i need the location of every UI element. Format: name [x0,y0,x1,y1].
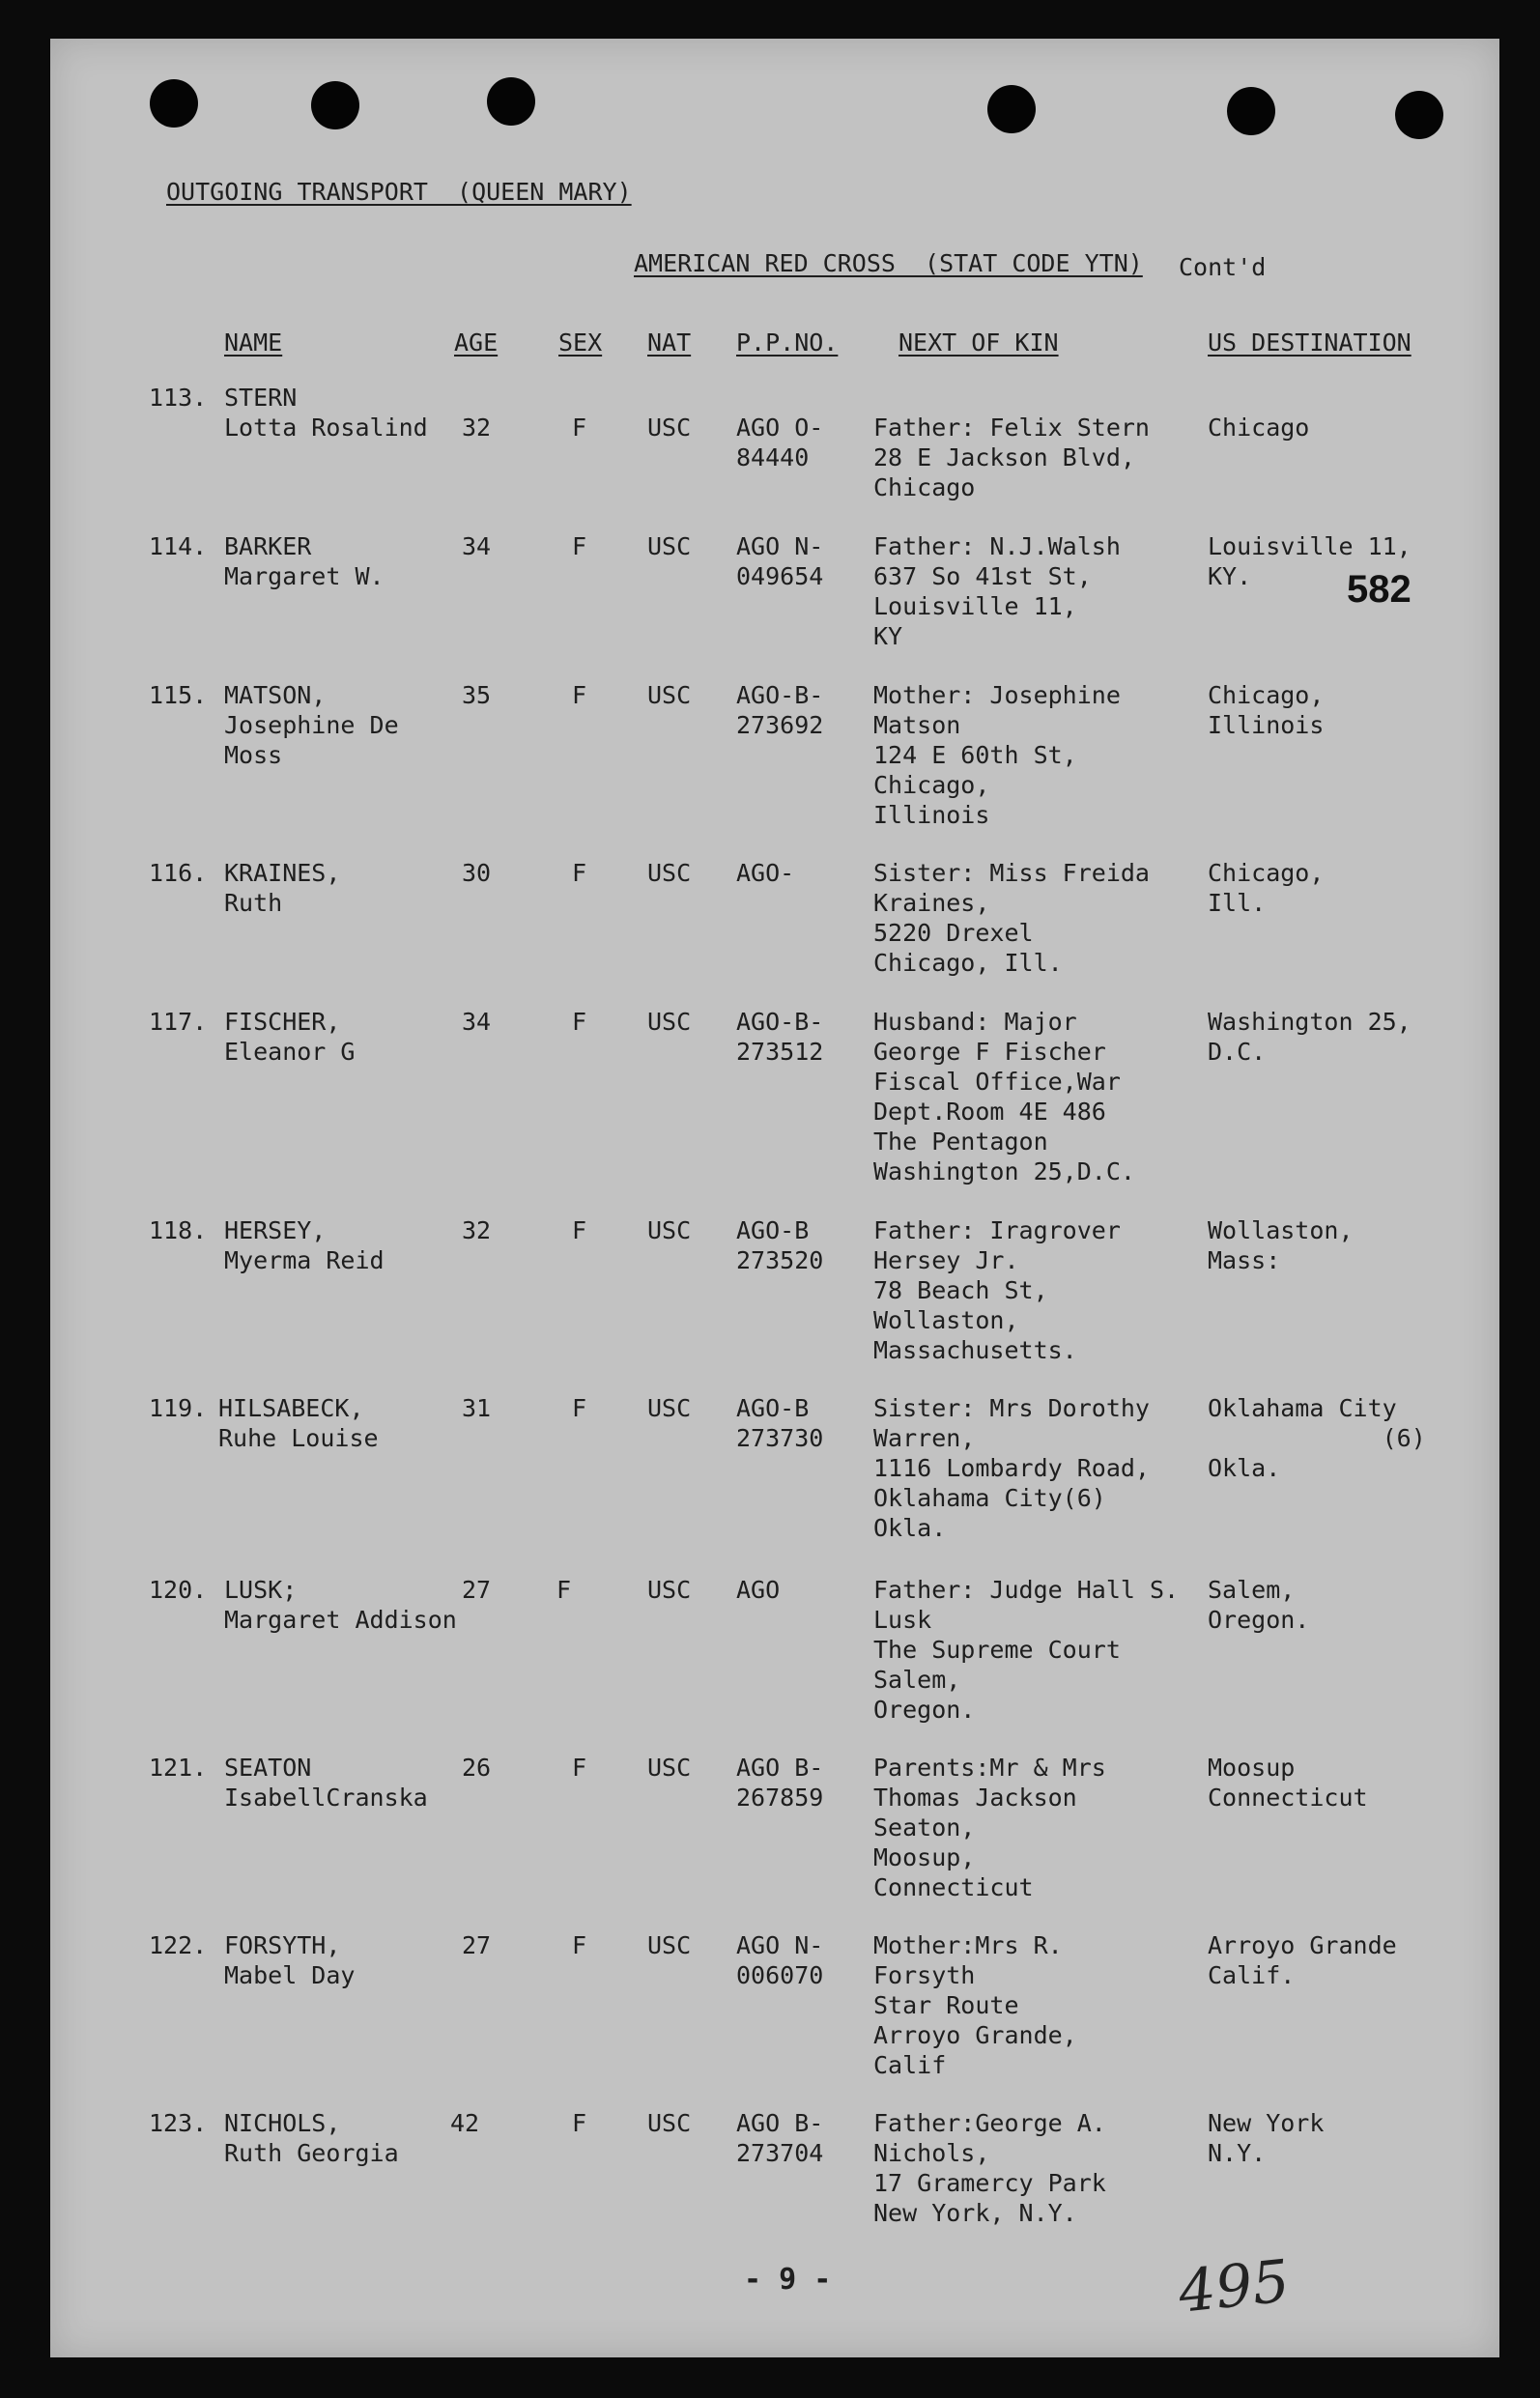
age: 34 [462,1008,492,1036]
age: 30 [462,859,492,887]
table-row [0,680,1540,829]
age: 32 [462,1216,492,1244]
next-of-kin: Mother:Mrs R. Forsyth Star Route Arroyo Grande, Calif [873,1931,1077,2079]
punch-hole-4 [987,85,1036,133]
age: 31 [462,1394,492,1422]
person-name: NICHOLS, Ruth Georgia [224,2109,399,2167]
next-of-kin: Sister: Mrs Dorothy Warren, 1116 Lombardy Road, Oklahama City(6) Okla. [873,1394,1150,1542]
us-destination: Chicago [1208,414,1310,442]
person-name: BARKER Margaret W. [224,532,385,590]
us-destination: New York N.Y. [1208,2109,1325,2167]
age: 26 [462,1754,492,1782]
person-name: HILSABECK, Ruhe Louise [218,1394,379,1452]
next-of-kin: Father: Judge Hall S. Lusk The Supreme Court Salem, Oregon. [873,1576,1180,1724]
sex: F [572,1216,587,1244]
age: 32 [462,414,492,442]
person-name: FISCHER, Eleanor G [224,1008,356,1066]
punch-hole-2 [311,81,359,129]
us-destination: Arroyo Grande Calif. [1208,1931,1397,1989]
sex: F [572,2109,587,2137]
passport-number: AGO B- 267859 [736,1754,824,1812]
us-destination: Chicago, Ill. [1208,859,1325,917]
table-row [0,1930,1540,2079]
column-header-pp-no: P.P.NO. [736,328,839,357]
table-row [0,1575,1540,1724]
sex: F [572,1008,587,1036]
passport-number: AGO B- 273704 [736,2109,824,2167]
table-row [0,2108,1540,2227]
person-name: MATSON, Josephine De Moss [224,681,399,769]
nationality: USC [647,414,692,442]
punch-hole-1 [150,79,198,128]
entry-number: 114. [149,532,208,560]
age: 35 [462,681,492,709]
age: 34 [462,532,492,560]
next-of-kin: Parents:Mr & Mrs Thomas Jackson Seaton, Moosup, Connecticut [873,1754,1106,1901]
person-name: HERSEY, Myerma Reid [224,1216,385,1274]
sex: F [572,859,587,887]
entry-number: 116. [149,859,208,887]
punch-hole-6 [1395,91,1443,139]
table-row [0,383,1540,501]
next-of-kin: Father:George A. Nichols, 17 Gramercy Park New York, N.Y. [873,2109,1106,2227]
age: 27 [462,1931,492,1959]
passport-number: AGO- [736,859,795,887]
person-name: SEATON IsabellCranska [224,1754,428,1812]
punch-hole-3 [487,77,535,126]
column-header-age: AGE [454,328,499,357]
nationality: USC [647,1931,692,1959]
column-header-sex: SEX [558,328,603,357]
us-destination: Chicago, Illinois [1208,681,1325,739]
sex: F [556,1576,572,1604]
person-name: KRAINES, Ruth [224,859,341,917]
page-number: - 9 - [744,2263,832,2297]
nationality: USC [647,681,692,709]
document-title: OUTGOING TRANSPORT (QUEEN MARY) [166,178,632,206]
passport-number: AGO-B- 273692 [736,681,824,739]
nationality: USC [647,2109,692,2137]
next-of-kin: Father: N.J.Walsh 637 So 41st St, Louisville 11, KY [873,532,1121,650]
table-row [0,1007,1540,1185]
us-destination: Moosup Connecticut [1208,1754,1368,1812]
us-destination: Louisville 11, KY. [1208,532,1412,590]
age: 42 [450,2109,480,2137]
person-name: FORSYTH, Mabel Day [224,1931,356,1989]
nationality: USC [647,1754,692,1782]
passport-number: AGO O- 84440 [736,414,824,471]
person-name: LUSK; Margaret Addison [224,1576,457,1634]
sex: F [572,1931,587,1959]
passport-number: AGO-B 273520 [736,1216,824,1274]
next-of-kin: Husband: Major George F Fischer Fiscal Office,War Dept.Room 4E 486 The Pentagon Washington 25,D.C. [873,1008,1135,1185]
next-of-kin: Sister: Miss Freida Kraines, 5220 Drexel Chicago, Ill. [873,859,1150,977]
column-header-nat: NAT [647,328,692,357]
handwritten-number: 495 [1175,2247,1293,2327]
passport-number: AGO-B 273730 [736,1394,824,1452]
document-subtitle: AMERICAN RED CROSS (STAT CODE YTN) [634,249,1143,277]
nationality: USC [647,859,692,887]
person-name: STERN Lotta Rosalind [224,384,428,442]
us-destination: Salem, Oregon. [1208,1576,1310,1634]
passport-number: AGO-B- 273512 [736,1008,824,1066]
nationality: USC [647,1008,692,1036]
entry-number: 123. [149,2109,208,2137]
entry-number: 113. [149,384,208,412]
nationality: USC [647,1216,692,1244]
us-destination: Wollaston, Mass: [1208,1216,1354,1274]
subtitle-continued: Cont'd [1179,253,1267,281]
table-row [0,858,1540,977]
age: 27 [462,1576,492,1604]
nationality: USC [647,1576,692,1604]
sex: F [572,1754,587,1782]
next-of-kin: Father: Iragrover Hersey Jr. 78 Beach St, Wollaston, Massachusetts. [873,1216,1121,1364]
nationality: USC [647,532,692,560]
entry-number: 120. [149,1576,208,1604]
stamp-number: 582 [1347,568,1412,611]
passport-number: AGO N- 049654 [736,532,824,590]
passport-number: AGO N- 006070 [736,1931,824,1989]
column-header-name: NAME [224,328,283,357]
entry-number: 117. [149,1008,208,1036]
passport-number: AGO [736,1576,781,1604]
sex: F [572,532,587,560]
sex: F [572,681,587,709]
us-destination: Oklahama City (6) Okla. [1208,1394,1426,1482]
next-of-kin: Mother: Josephine Matson 124 E 60th St, Chicago, Illinois [873,681,1121,829]
entry-number: 115. [149,681,208,709]
table-row [0,1393,1540,1542]
table-row [0,1753,1540,1901]
sex: F [572,414,587,442]
entry-number: 119. [149,1394,208,1422]
next-of-kin: Father: Felix Stern 28 E Jackson Blvd, Chicago [873,414,1150,501]
entry-number: 121. [149,1754,208,1782]
entry-number: 122. [149,1931,208,1959]
column-header-next-of-kin: NEXT OF KIN [898,328,1059,357]
punch-hole-5 [1227,87,1275,135]
table-row [0,1215,1540,1364]
column-header-us-destination: US DESTINATION [1208,328,1412,357]
nationality: USC [647,1394,692,1422]
sex: F [572,1394,587,1422]
entry-number: 118. [149,1216,208,1244]
us-destination: Washington 25, D.C. [1208,1008,1412,1066]
